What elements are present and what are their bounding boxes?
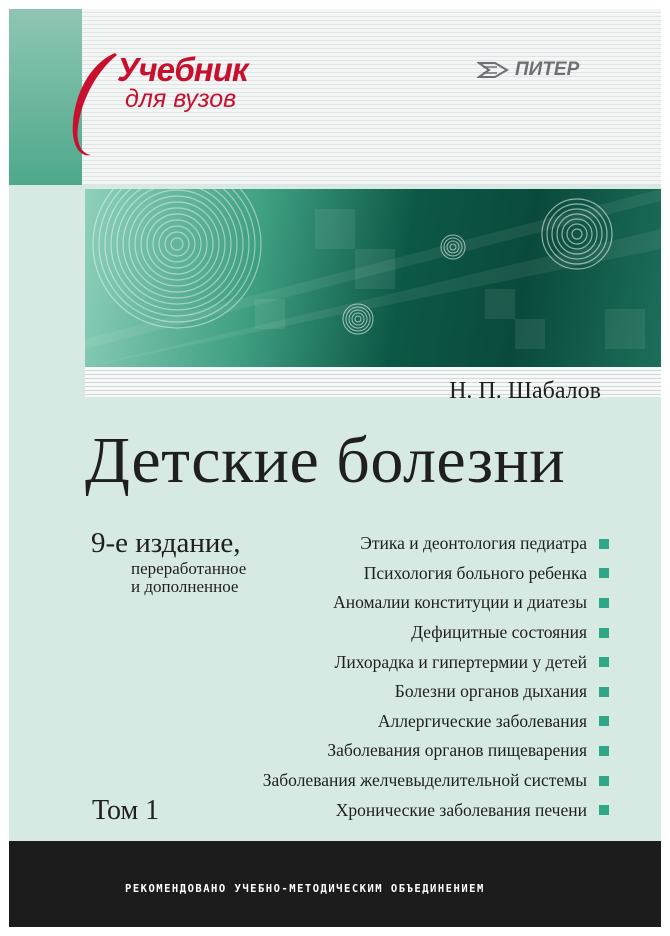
list-item (263, 707, 609, 737)
square-bullet-icon (599, 598, 609, 608)
series-subtitle: для вузов (125, 85, 237, 113)
list-item (263, 677, 609, 707)
list-item (263, 766, 609, 796)
square-bullet-icon (599, 568, 609, 578)
square-bullet-icon (599, 687, 609, 697)
list-item (263, 618, 609, 648)
book-author: Н. П. Шабалов (449, 378, 601, 404)
list-item (263, 736, 609, 766)
edition-note-supplemented: и дополненное (131, 577, 239, 596)
topic-label: Лихорадка и гипертермии у детей (334, 651, 587, 672)
edition-block (91, 527, 246, 596)
topic-label: Заболевания желчевыделительной системы (262, 770, 587, 791)
list-item (263, 647, 609, 677)
footer-bar (9, 841, 661, 927)
series-swoosh-icon (61, 43, 121, 163)
topic-label: Дефицитные состояния (411, 622, 587, 643)
book-title: Детские болезни (85, 424, 566, 497)
square-bullet-icon (599, 805, 609, 815)
publisher-logo (477, 59, 579, 81)
topic-label: Хронические заболевания печени (335, 799, 587, 820)
publisher-name: ПИТЕР (515, 59, 580, 80)
list-item (263, 795, 609, 825)
edition-number: 9-е издание, (91, 527, 241, 559)
list-item (263, 559, 609, 589)
list-item (263, 588, 609, 618)
topic-label: Заболевания органов пищеварения (327, 740, 587, 761)
square-bullet-icon (599, 628, 609, 638)
publisher-arrow-icon (477, 61, 511, 79)
square-bullet-icon (599, 776, 609, 786)
square-bullet-icon (599, 539, 609, 549)
topic-label: Болезни органов дыхания (394, 681, 587, 702)
cover-illustration (85, 189, 661, 367)
square-bullet-icon (599, 657, 609, 667)
recommendation-text: РЕКОМЕНДОВАНО УЧЕБНО-МЕТОДИЧЕСКИМ ОБЪЕДИНЕНИЕМ (125, 883, 485, 895)
topics-list (263, 529, 609, 825)
book-cover (9, 9, 661, 927)
topic-label: Этика и деонтология педиатра (360, 533, 587, 554)
volume-number: Том 1 (92, 795, 160, 826)
topic-label: Аномалии конституции и диатезы (333, 592, 587, 613)
series-title: Учебник (117, 51, 248, 88)
list-item (263, 529, 609, 559)
square-bullet-icon (599, 746, 609, 756)
square-bullet-icon (599, 716, 609, 726)
concentric-rings-graphic (85, 189, 661, 367)
topic-label: Психология больного ребенка (363, 562, 587, 583)
edition-note-revised: переработанное (131, 559, 247, 578)
topic-label: Аллергические заболевания (377, 710, 587, 731)
